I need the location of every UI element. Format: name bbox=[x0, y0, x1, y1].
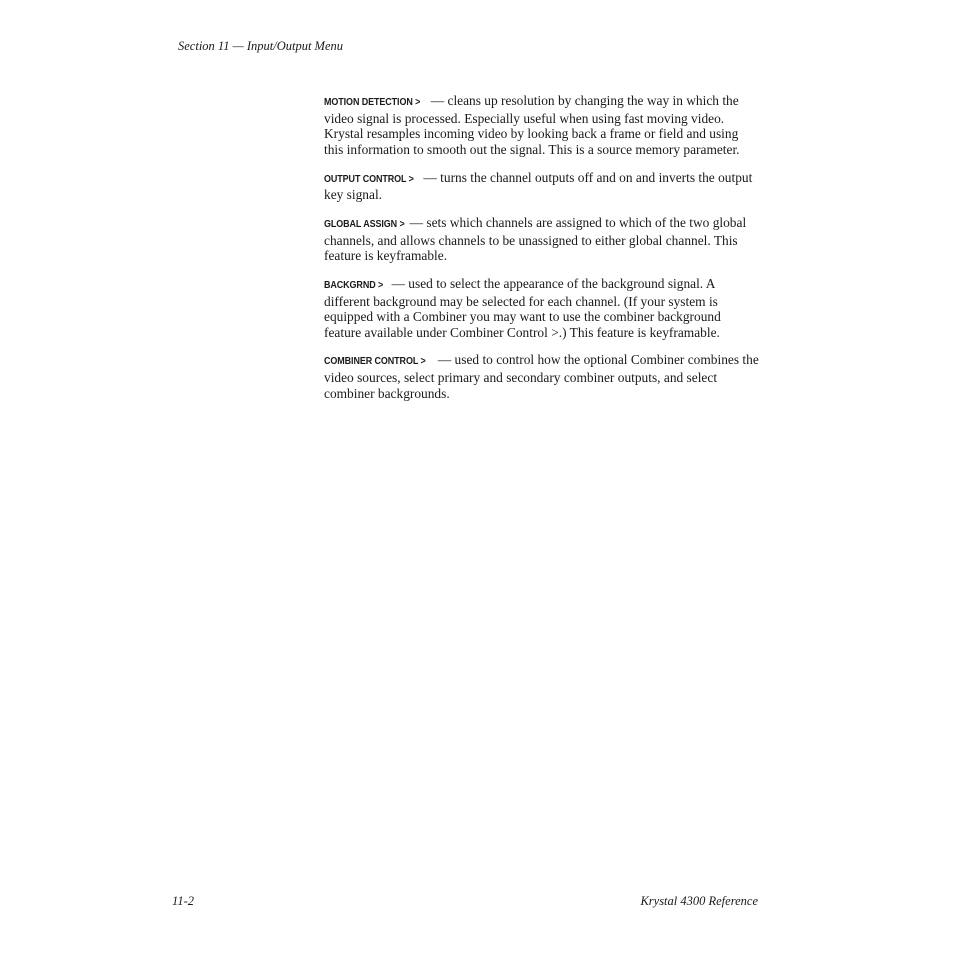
description-output-control: — turns the channel outputs off and on and inverts the output key signal. bbox=[324, 169, 753, 203]
description-combiner-control: — used to control how the optional Combiner combines the video sources, select primary and secondary combiner outputs, and select combiner backgrounds. bbox=[324, 352, 759, 401]
book-title: Krystal 4300 Reference bbox=[640, 894, 758, 908]
entry-combiner-control bbox=[324, 352, 760, 401]
entry-output-control bbox=[324, 170, 760, 203]
term-motion-detection: MOTION DETECTION > bbox=[324, 97, 421, 108]
term-global-assign: GLOBAL ASSIGN > bbox=[324, 218, 405, 230]
menu-description-list bbox=[324, 93, 760, 413]
description-global-assign: — sets which channels are assigned to which of the two global channels, and allows channels to be unassigned to either global channel. This feature is keyframable. bbox=[324, 214, 747, 264]
description-backgrnd: — used to select the appearance of the background signal. A different background may be selected for each channel. (If your system is equipped with a Combiner you may want to use the combiner background feature available under Combiner Control >.) This feature is keyframable. bbox=[324, 275, 721, 340]
page-number: 11-2 bbox=[172, 894, 194, 908]
entry-motion-detection bbox=[324, 93, 760, 157]
description-motion-detection: — cleans up resolution by changing the way in which the video signal is processed. Especially useful when using fast moving video. Krystal resamples incoming video by looking back a frame or field and using this information to smooth out the signal. This is a source memory parameter. bbox=[324, 93, 740, 157]
running-head: Section 11 — Input/Output Menu bbox=[178, 39, 344, 53]
entry-global-assign bbox=[324, 215, 760, 264]
term-backgrnd: BACKGRND > bbox=[324, 279, 384, 291]
term-output-control: OUTPUT CONTROL > bbox=[324, 173, 414, 185]
entry-backgrnd bbox=[324, 276, 760, 340]
term-combiner-control: COMBINER CONTROL > bbox=[324, 356, 426, 368]
